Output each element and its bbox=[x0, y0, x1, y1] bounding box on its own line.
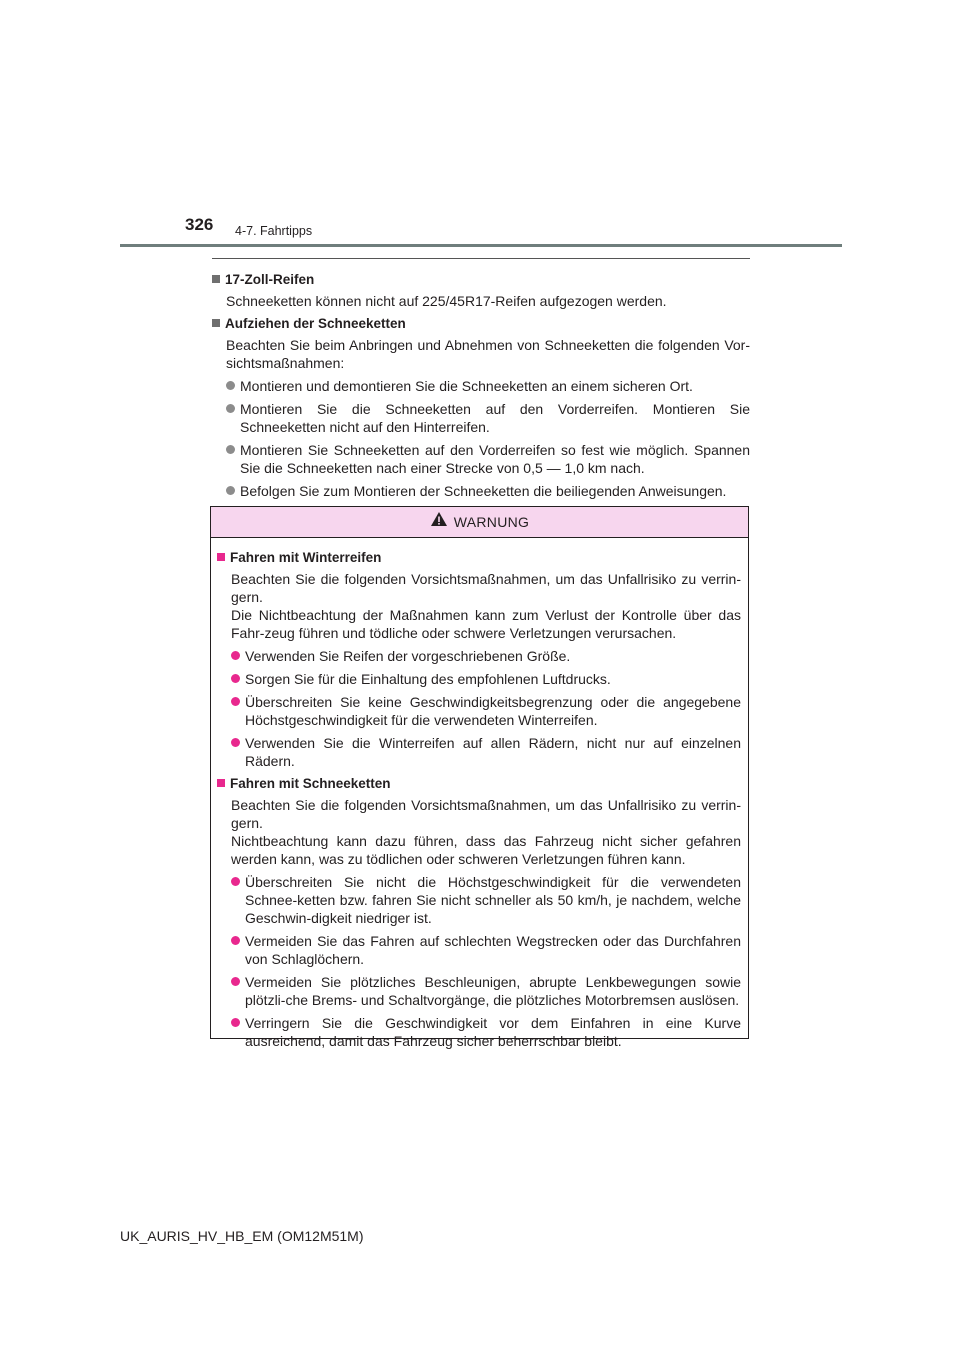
list-item-text: Verringern Sie die Geschwindigkeit vor dem Einfahren in eine Kurve ausreichend, damit das Fahrzeug sicher beherrschbar bleibt. bbox=[245, 1015, 741, 1049]
list-item bbox=[226, 482, 750, 500]
circle-bullet-icon bbox=[231, 738, 240, 747]
list-item-text: Vermeiden Sie das Fahren auf schlechten Wegstrecken oder das Durchfahren von Schlaglöchern. bbox=[245, 933, 741, 967]
circle-bullet-icon bbox=[231, 674, 240, 683]
warning-section-title: Fahren mit Winterreifen bbox=[230, 550, 382, 565]
section-text: Schneeketten können nicht auf 225/45R17-Reifen aufgezogen werden. bbox=[226, 293, 667, 309]
list-item-text: Befolgen Sie zum Montieren der Schneeketten die beiliegenden Anweisungen. bbox=[240, 483, 727, 499]
list-item bbox=[231, 647, 741, 665]
list-item-text: Montieren Sie Schneeketten auf den Vorderreifen so fest wie möglich. Spannen Sie die Schneeketten nach einer Strecke von 0,5 — 1,0 km nach. bbox=[240, 442, 750, 476]
list-item-text: Montieren Sie die Schneeketten auf den Vorderreifen. Montieren Sie Schneeketten nicht auf den Hinterreifen. bbox=[240, 401, 750, 435]
list-item bbox=[226, 441, 750, 477]
main-content bbox=[212, 268, 750, 505]
circle-bullet-icon bbox=[231, 977, 240, 986]
circle-bullet-icon bbox=[231, 697, 240, 706]
circle-bullet-icon bbox=[226, 445, 235, 454]
page-number: 326 bbox=[185, 215, 214, 234]
warning-text: Beachten Sie die folgenden Vorsichtsmaßnahmen, um das Unfallrisiko zu verrin-gern. bbox=[231, 797, 741, 831]
list-item-text: Sorgen Sie für die Einhaltung des empfohlenen Luftdrucks. bbox=[245, 671, 611, 687]
warning-label: WARNUNG bbox=[453, 514, 530, 530]
square-bullet-icon bbox=[217, 553, 225, 561]
warning-text: Beachten Sie die folgenden Vorsichtsmaßnahmen, um das Unfallrisiko zu verrin-gern. bbox=[231, 571, 741, 605]
warning-section-heading bbox=[217, 549, 741, 567]
list-item-text: Verwenden Sie Reifen der vorgeschriebenen Größe. bbox=[245, 648, 571, 664]
list-item bbox=[231, 670, 741, 688]
list-item bbox=[231, 1014, 741, 1050]
content-divider bbox=[212, 258, 750, 259]
section-text: Beachten Sie beim Anbringen und Abnehmen von Schneeketten die folgenden Vor-sichtsmaßnahmen: bbox=[226, 337, 750, 371]
list-item bbox=[231, 734, 741, 770]
list-item bbox=[231, 873, 741, 927]
circle-bullet-icon bbox=[231, 1018, 240, 1027]
warning-text: Nichtbeachtung kann dazu führen, dass das Fahrzeug nicht sicher gefahren werden kann, was zu tödlichen oder schweren Verletzungen führen kann. bbox=[231, 833, 741, 867]
list-item bbox=[231, 973, 741, 1009]
section-heading bbox=[212, 271, 750, 289]
footer-document-id: UK_AURIS_HV_HB_EM (OM12M51M) bbox=[120, 1228, 364, 1244]
list-item bbox=[226, 400, 750, 436]
list-item-text: Montieren und demontieren Sie die Schneeketten an einem sicheren Ort. bbox=[240, 378, 693, 394]
square-bullet-icon bbox=[217, 779, 225, 787]
circle-bullet-icon bbox=[231, 877, 240, 886]
circle-bullet-icon bbox=[231, 936, 240, 945]
warning-box bbox=[210, 506, 749, 1049]
warning-section-title: Fahren mit Schneeketten bbox=[230, 776, 391, 791]
section-title: 4-7. Fahrtipps bbox=[235, 224, 313, 238]
list-item-text: Überschreiten Sie nicht die Höchstgeschwindigkeit für die verwendeten Schnee-ketten bzw. fahren Sie nicht schneller als 50 km/h, je nachdem, welche Geschwin-digkeit niedriger ist. bbox=[245, 874, 741, 926]
circle-bullet-icon bbox=[226, 381, 235, 390]
list-item-text: Vermeiden Sie plötzliches Beschleunigen, abrupte Lenkbewegungen sowie plötzli-che Brems- und Schaltvorgänge, die plötzliches Motorbremsen auslösen. bbox=[245, 974, 741, 1008]
section-heading bbox=[212, 315, 750, 333]
square-bullet-icon bbox=[212, 275, 220, 283]
circle-bullet-icon bbox=[226, 404, 235, 413]
warning-body bbox=[211, 538, 748, 1050]
header-rule bbox=[120, 244, 842, 247]
warning-section-heading bbox=[217, 775, 741, 793]
list-item-text: Überschreiten Sie keine Geschwindigkeitsbegrenzung oder die angegebene Höchstgeschwindigkeit für die verwendeten Winterreifen. bbox=[245, 694, 741, 728]
square-bullet-icon bbox=[212, 319, 220, 327]
list-item bbox=[226, 377, 750, 395]
section-title-17-zoll: 17-Zoll-Reifen bbox=[225, 272, 315, 287]
list-item-text: Verwenden Sie die Winterreifen auf allen Rädern, nicht nur auf einzelnen Rädern. bbox=[245, 735, 741, 769]
warning-text: Die Nichtbeachtung der Maßnahmen kann zum Verlust der Kontrolle über das Fahr-zeug führen und tödliche oder schwere Verletzungen verursachen. bbox=[231, 607, 741, 641]
circle-bullet-icon bbox=[226, 486, 235, 495]
warning-header bbox=[211, 507, 748, 538]
circle-bullet-icon bbox=[231, 651, 240, 660]
list-item bbox=[231, 693, 741, 729]
list-item bbox=[231, 932, 741, 968]
section-title-schneeketten: Aufziehen der Schneeketten bbox=[225, 316, 406, 331]
warning-triangle-icon bbox=[430, 511, 448, 531]
